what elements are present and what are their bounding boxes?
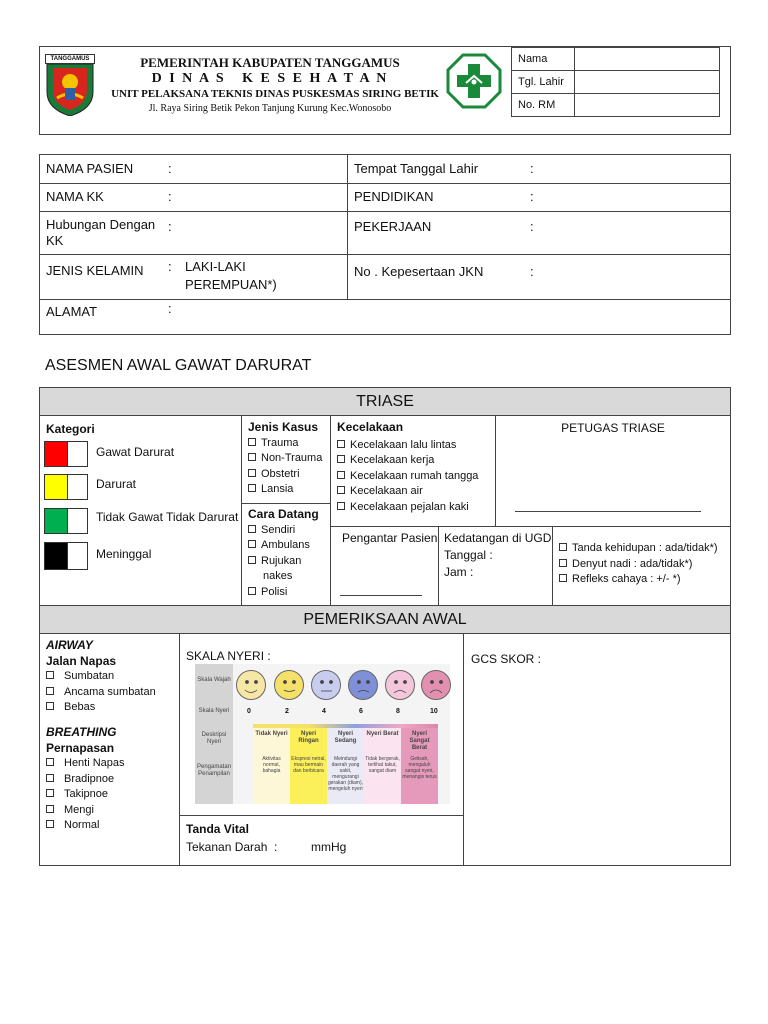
checkbox-item[interactable] [248,451,322,467]
label-jkn: No . Kepesertaan JKN [354,264,484,279]
checkbox-label-cont: nakes [263,570,293,582]
tanggamus-logo [45,54,95,116]
kategori-label-item: Tidak Gawat Tidak Darurat [96,510,239,524]
kedatangan-label: Kedatangan di UGD [444,531,552,545]
color-box [45,509,68,533]
checkbox-item[interactable] [337,438,478,454]
pain-number: 10 [430,708,438,715]
airway-label: AIRWAY [46,638,93,652]
cara-datang-block [248,507,319,600]
airway-block [46,638,156,716]
label-jenis-kelamin: JENIS KELAMIN [46,263,144,278]
checkbox-label: Lansia [261,483,294,495]
pain-description: Nyeri Ringan [298,731,319,744]
label-pendidikan: PENDIDIKAN [354,189,434,204]
colon: : [168,189,172,204]
checkbox-label: Denyut nadi : ada/tidak*) [572,557,693,570]
pain-scale-chart [195,664,450,804]
kategori-swatch-yellow[interactable] [44,474,88,500]
pain-row-label: Skala Wajah [197,677,231,683]
checkbox-icon[interactable] [337,440,345,448]
tanda-block [559,541,718,588]
checkbox-label: Mengi [64,803,94,816]
checkbox-label: Obstetri [261,467,300,480]
kategori-label-item: Gawat Darurat [96,445,175,459]
checkbox-icon[interactable] [559,559,567,567]
color-box [45,475,68,499]
checkbox-item[interactable] [46,700,156,716]
checkbox-label: Henti Napas [64,757,125,769]
checkbox-label: Ancama sumbatan [64,685,156,698]
checkbox-item[interactable] [559,572,718,588]
checkbox-icon[interactable] [46,687,54,695]
checkbox-item[interactable] [248,585,319,601]
pain-description: Nyeri Sangat Berat [409,731,430,751]
checkbox-item[interactable] [559,557,718,573]
pain-number: 4 [322,708,326,715]
tanda-vital-label: Tanda Vital [186,822,249,836]
letterhead-line2: D I N A S K E S E H A T A N [151,71,389,86]
checkbox-item[interactable] [248,482,322,498]
checkbox-item[interactable] [337,484,478,500]
label-hubungan: Hubungan Dengan KK [46,217,156,248]
kecelakaan-block [337,420,478,515]
checkbox-label: Takipnoe [64,788,109,800]
pemeriksaan-title: PEMERIKSAAN AWAL [39,605,731,634]
letterhead-line3: UNIT PELAKSANA TEKNIS DINAS PUSKESMAS SIRING BETIK [111,88,439,100]
petugas-triase-label: PETUGAS TRIASE [561,421,665,435]
checkbox-label: Sumbatan [64,670,115,682]
checkbox-label: Bebas [64,701,96,713]
checkbox-label: Ambulans [261,539,310,551]
kategori-label-item: Meninggal [96,547,152,561]
pain-description: Nyeri Berat [366,731,399,737]
pain-observation: Tidak bergerak, terlihat takut, sangat diam [365,756,400,774]
checkbox-icon[interactable] [248,556,256,564]
tekanan-darah-unit: mmHg [311,840,347,854]
id-label: No. RM [512,94,575,117]
checkbox-icon[interactable] [46,805,54,813]
id-table [511,47,720,117]
checkbox-item[interactable] [248,467,322,483]
kecelakaan-label: Kecelakaan [337,420,404,434]
logo-text: TANGGAMUS [45,54,95,64]
petugas-signature-line[interactable] [515,511,701,512]
colon: : [530,189,534,204]
pain-row-label: Skala Nyeri [198,708,230,714]
checkbox-label: Trauma [261,436,299,449]
cara-datang-label: Cara Datang [248,507,319,521]
checkbox-item[interactable] [337,453,478,469]
checkbox-label: Refleks cahaya : +/- *) [572,573,681,585]
checkbox-item[interactable] [337,469,478,485]
triase-body [39,415,731,606]
checkbox-item[interactable] [46,803,125,819]
breathing-label: BREATHING [46,725,117,739]
kategori-label: Kategori [46,422,95,436]
colon: : [168,301,172,316]
checkbox-label: Kecelakaan rumah tangga [350,469,479,482]
checkbox-icon[interactable] [337,486,345,494]
checkbox-item[interactable] [46,787,125,803]
tekanan-darah-label: Tekanan Darah : [186,840,278,854]
checkbox-item[interactable] [46,669,156,685]
checkbox-item[interactable] [559,541,718,557]
jk-option-laki[interactable]: LAKI-LAKI [185,259,246,274]
section-title: ASESMEN AWAL GAWAT DARURAT [45,357,312,374]
id-value-rm[interactable] [575,94,720,117]
pengantar-label: Pengantar Pasien [342,531,438,545]
id-row-nama [512,48,720,71]
label-nama-kk: NAMA KK [46,189,104,204]
pain-observation: Gelisah, mengaluh sangat nyeri, menangis terus [402,756,437,780]
checkbox-icon[interactable] [46,774,54,782]
checkbox-icon[interactable] [248,587,256,595]
checkbox-item[interactable] [337,500,478,516]
pengantar-signature-line[interactable] [340,595,422,596]
puskesmas-logo-icon [446,53,502,109]
checkbox-label: Non-Trauma [261,452,323,464]
letterhead-line4: Jl. Raya Siring Betik Pekon Tanjung Kurung Kec.Wonosobo [148,103,392,114]
breathing-sub: Pernapasan [46,740,115,755]
color-box [45,442,68,466]
pemeriksaan-body [39,633,731,866]
checkbox-icon[interactable] [46,702,54,710]
jenis-kasus-label: Jenis Kasus [248,420,319,434]
checkbox-item[interactable] [248,436,322,452]
checkbox-icon[interactable] [337,455,345,463]
jenis-kasus-block [248,420,322,498]
label-alamat: ALAMAT [46,304,98,319]
pain-observation: Meindungi daerah yang sakit, mengurangi gerakan (diam), mengeluh nyeri [328,756,364,792]
skala-nyeri-label: SKALA NYERI : [186,649,271,663]
letterhead-line1: PEMERINTAH KABUPATEN TANGGAMUS [140,55,400,70]
checkbox-icon[interactable] [248,438,256,446]
kategori-label-item: Darurat [96,477,137,491]
colon: : [168,161,172,176]
colon: : [530,264,534,279]
checkbox-item[interactable] [46,756,125,772]
id-row-rm [512,94,720,117]
checkbox-icon[interactable] [46,758,54,766]
pain-row-label: Deskripsi Nyeri [201,732,227,745]
pain-number: 8 [396,708,400,715]
checkbox-label: Sendiri [261,523,296,536]
pain-description: Tidak Nyeri [255,731,288,737]
checkbox-icon[interactable] [337,502,345,510]
pain-row-label: Pengamatan Penampilan [197,764,232,777]
checkbox-label: Kecelakaan air [350,485,423,497]
checkbox-icon[interactable] [559,543,567,551]
checkbox-item[interactable] [46,772,125,788]
pain-observation: Aktivitas normal, bahagia [262,756,281,774]
breathing-block [46,725,125,834]
checkbox-icon[interactable] [248,453,256,461]
checkbox-item[interactable] [248,554,319,570]
checkbox-icon[interactable] [248,469,256,477]
id-label: Nama [512,48,575,71]
checkbox-item[interactable] [248,538,319,554]
shield-emblem-icon [45,64,95,116]
checkbox-icon[interactable] [559,574,567,582]
checkbox-icon[interactable] [248,525,256,533]
checkbox-icon[interactable] [46,789,54,797]
jam-label: Jam : [444,565,474,579]
pain-number: 0 [247,708,251,715]
pain-description: Nyeri Sedang [334,731,357,744]
checkbox-label: Bradipnoe [64,772,115,785]
face-features [195,664,450,709]
color-box [45,543,68,569]
pain-number: 2 [285,708,289,715]
label-nama-pasien: NAMA PASIEN [46,161,134,176]
colon: : [530,161,534,176]
id-value-nama[interactable] [575,48,720,71]
checkbox-label: Normal [64,819,100,831]
label-pekerjaan: PEKERJAAN [354,219,432,234]
gcs-label: GCS SKOR : [471,652,542,666]
tanggal-label: Tanggal : [444,548,493,562]
checkbox-icon[interactable] [46,820,54,828]
triase-title: TRIASE [39,387,731,416]
patient-table [39,154,731,335]
checkbox-label: Kecelakaan pejalan kaki [350,500,469,513]
colon: : [168,259,172,274]
checkbox-item[interactable] [248,523,319,539]
checkbox-icon[interactable] [248,540,256,548]
id-value-tgl[interactable] [575,71,720,94]
colon: : [530,219,534,234]
id-label: Tgl. Lahir [512,71,575,94]
checkbox-item[interactable] [46,818,125,834]
checkbox-icon[interactable] [337,471,345,479]
checkbox-item[interactable] [46,685,156,701]
checkbox-label: Tanda kehidupan : ada/tidak*) [572,542,718,554]
checkbox-icon[interactable] [46,671,54,679]
airway-sub: Jalan Napas [46,653,117,668]
checkbox-label: Rujukan [261,554,302,567]
checkbox-label: Polisi [261,585,288,598]
colon: : [168,219,172,234]
id-row-tgl [512,71,720,94]
kategori-swatch-black[interactable] [44,542,88,570]
kategori-swatch-green[interactable] [44,508,88,534]
jk-option-perempuan[interactable]: PEREMPUAN*) [185,277,277,292]
checkbox-label: Kecelakaan kerja [350,454,435,466]
checkbox-icon[interactable] [248,484,256,492]
kategori-swatch-red[interactable] [44,441,88,467]
checkbox-label: Kecelakaan lalu lintas [350,438,457,451]
pain-observation: Ekspresi netral, mau bermain dan berbicara [291,756,326,774]
pain-number: 6 [359,708,363,715]
label-ttl: Tempat Tanggal Lahir [354,161,479,176]
letterhead [39,46,731,135]
